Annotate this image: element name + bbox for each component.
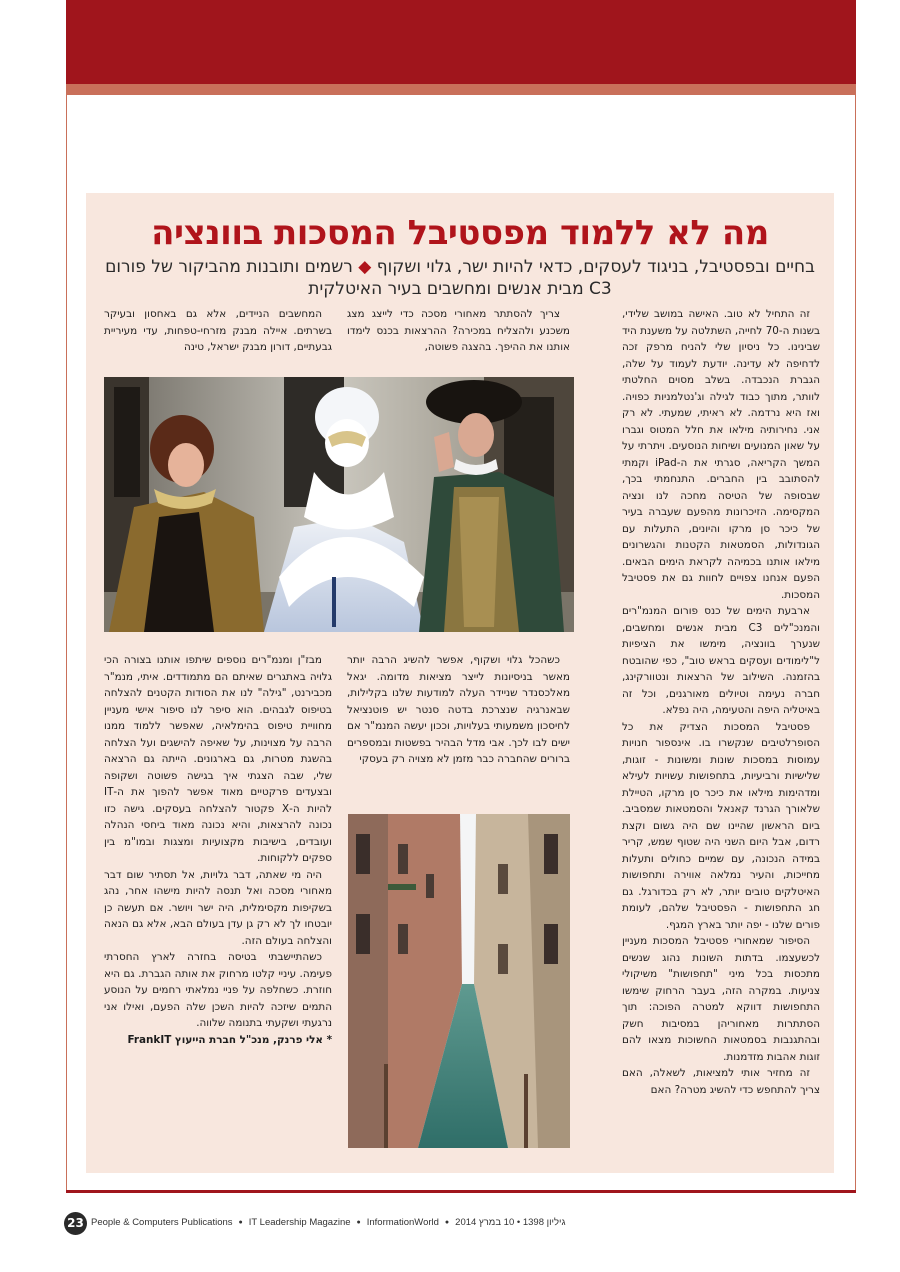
- paragraph: ארבעת הימים של כנס פורום המנמ"רים והמנכ"לים C3 מבית אנשים ומחשבים, שנערך בוונציה, מימשו את הציפיות ל"לימודים ועסקים בראש טוב", כפי שהובטח בהזמנה. השילוב של הרצאות ונטוורקינג, חברה נעימה וטיולים מאורגנים, וכל זה באיטליה היפה והטעימה, היה נפלא.: [622, 605, 820, 716]
- footer-issue: גיליון 1398 • 10 במרץ 2014: [455, 1217, 566, 1228]
- diamond-icon: ◆: [358, 257, 372, 277]
- paragraph: הסיפור שמאחורי פסטיבל המסכות מעניין לכשעצמו. בדתות השונות נהוג שנשים מתכסות בכל מיני "תחפושות" משיקולי צניעות. במקרה הזה, בעבר הרחוק שימשו התחפושות דווקא למטרה הפוכה: תוך הסתתרות מאחוריהן במסיבות חשק ובהתגנבות בסמטאות החשוכות מצאו להם זוגות אהבות מזדמנות.: [622, 935, 820, 1063]
- article-column-left-bottom: [104, 652, 332, 1142]
- bullet-icon: ●: [356, 1219, 361, 1226]
- page-number: 23: [64, 1212, 87, 1235]
- paragraph: המחשבים הניידים, אלא גם באחסון ובעיקר בשרתים. איילה מבנק מזרחי-טפחות, עדי מעיריית גבעתיים, דורון מבנק ישראל, טינה: [104, 308, 332, 353]
- venice-canal-photo: [348, 814, 570, 1148]
- paragraph: היה מי שאתה, דבר גלויות, אל תסתיר שום דבר מאחורי מסכה ואל תנסה להיות מישהו אחר, נהג בשקיפות מקסימלית, היה ישר ויושר. אם תעשה כן יובטחו לך לא רק גן עדן בעולם הבא, אלא גם הנאה והצלחה בעולם הזה.: [104, 868, 332, 947]
- paragraph: זה התחיל לא טוב. האישה במושב שלידי, בשנות ה-70 לחייה, השתלטה על משענת היד שבינינו. כל ניסיון שלי להניח מרפק זכה לדחיפה לא עדינה. יודעת לעמוד על שלה, הגברת הנכבדה. בשלב מסוים החלטתי לוותר, מתוך כבוד לגילה וג'נטלמניות כפויה. ואז היא נרדמה. לא ראיתי, שמעתי. לא רק אני. נחירותיה מילאו את חלל המטוס וגברו על שאון המנועים ושיחות הנוסעים. ויתרתי על המשך הקריאה, סגרתי את ה-iPad וקמתי להסתובב בין החברים. התנחמתי בכך, שבסופה של הטיסה מחכה לנו ונציה המקסימה. הזיכרונות מהפעם שעברה בעיר של כיכר סן מרקו והיונים, התעלות עם הגונדולות, הסמטאות הקטנות והגשרונים מילאו אותנו בכמיהה לקראת הימים הבאים. הפעם אנחנו צפויים לחוות גם את פסטיבל המסכות.: [622, 308, 820, 601]
- article-column-middle-bottom: [347, 652, 570, 797]
- footer-publication-line: [91, 1217, 566, 1228]
- bullet-icon: ●: [444, 1219, 450, 1226]
- author-signature: * אלי פרנק, מנכ"ל חברת הייעוץ FrankIT: [127, 1033, 332, 1046]
- page-frame-right: [855, 95, 856, 1192]
- footer-magazine: IT Leadership Magazine: [248, 1217, 351, 1228]
- carnival-masks-photo: [104, 377, 574, 632]
- bullet-icon: ●: [238, 1219, 243, 1226]
- article-subtitle: [100, 256, 820, 300]
- paragraph: פסטיבל המסכות הצדיק את כל הסופרלטיבים שנקשרו בו. אינספור חנויות עמוסות במסכות שונות ומשונות - זוגות, שלישיות ורביעיות, בתחפושות עשויות לעילא ומדהימות מילאו את כיכר סן מרקו, הטיילת שלאורך הגרנד קאנאל והסמטאות שמסביב. ביום הראשון שהיינו שם היה גשום וקצת רדום, אבל היום השני היה שטוף שמש, קריר במידה הנכונה, עם שמיים כחולים ותעלות מחייכות, והעיר נמלאה אווירה ותחפושות האיטלקים טובים יותר, לא רק בכדורגל. גם חג התחפושות - הפסטיבל שלהם, לעומת פורים שלנו - יפה יותר בארץ המגף.: [622, 720, 820, 931]
- subtitle-part-a: בחיים ובפסטיבל, בניגוד לעסקים, כדאי להיות ישר, גלוי ושקוף: [376, 257, 815, 277]
- paragraph: זה מחזיר אותי למציאות, לשאלה, האם צריך להתחפש כדי להשיג מטרה? האם: [622, 1067, 820, 1096]
- paragraph: צריך להסתתר מאחורי מסכה כדי לייצג מצג משכנע ולהצליח במכירה? ההרצאות בכנס לימדו אותנו את ההיפך. בהצגה פשוטה,: [347, 308, 570, 353]
- paragraph: כשהתיישבתי בטיסה בחזרה לארץ החסרתי פעימה. עיניי קלטו מרחוק את אותה הגברת. גם היא חוזרת. כשחלפה על פניי נמלאתי רחמים על הנוסע התמים שיזכה להיות השכן שלה הפעם, ואילו אני נרגעתי ושקעתי בתנומה שלווה.: [104, 951, 332, 1029]
- bottom-rule: [66, 1190, 856, 1193]
- article-column-left-top: [104, 306, 332, 364]
- page-footer: [60, 1212, 850, 1236]
- subtitle-part-b: רשמים ותובנות מהביקור של פורום C3 מבית אנשים ומחשבים בעיר האיטלקית: [105, 257, 612, 299]
- top-accent-stripe: [66, 84, 856, 95]
- article-title: מה לא ללמוד מפסטיבל המסכות בוונציה: [151, 213, 769, 253]
- article-column-right: [622, 306, 820, 1168]
- footer-publisher: People & Computers Publications: [91, 1217, 233, 1228]
- paragraph: מבז"ן ומנמ"רים נוספים שיתפו אותנו בצורה הכי גלויה באתגרים שאיתם הם מתמודדים. איתי, מנמ"ר מכבירנט, "גילה" לנו את הסודות הקטנים להצלחה בטיפוס לגבהים. הוא סיפר לנו סיפור אישי מעניין מחוויית טיפוס בהימלאיה, שאפשר ללמוד ממנו הרבה על מצוינות, על שאיפה להישגים ועל הצלחה בהשגת מטרות, גם בארגונים. הייתה גם הרצאה שלי, שבה הצגתי איך בגישה פשוטה ושקופה ובצעדים פרקטיים מאוד אפשר להפוך את ה-IT להיות ה-X פקטור להצלחה בעסקים. גישה כזו נכונה להרצאות, והיא נכונה מאוד ביחסי הנהלה ועובדים, בישיבות מקצועיות ומצגות ובמו"מ בין ספקים ללקוחות.: [104, 654, 332, 864]
- article-column-middle-top: [347, 306, 570, 364]
- page-frame-left: [66, 95, 67, 1192]
- footer-infoworld: InformationWorld: [366, 1217, 439, 1228]
- top-color-band: [66, 0, 856, 84]
- paragraph: כשהכל גלוי ושקוף, אפשר להשיג הרבה יותר מאשר בניסיונות לייצר מציאות מדומה. יגאל מאלכסנדר שניידר העלה למודעות שלנו בקלילות, שבאנרגיה שנצרכת בדטה סנטר יש פוטנציאל לחיסכון משמעותי בעלויות, וככון יעשה המנמ"ר אם ישים לבו לכך. אבי מדל הבהיר בפשטות ובמספרים ברורים שהחברה כבר מזמן לא מצויה רק בעסקי: [347, 654, 570, 765]
